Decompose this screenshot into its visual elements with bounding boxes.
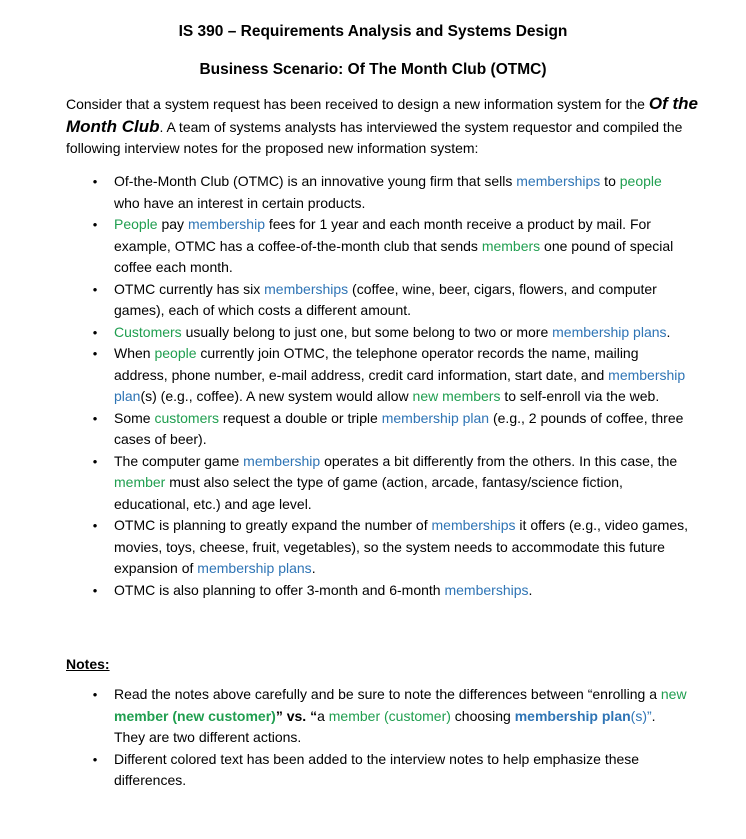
text-run: membership plan <box>114 366 686 404</box>
interview-note-item <box>0 515 690 580</box>
text-run: (s) (e.g., coffee). A new system would allow <box>140 388 413 404</box>
text-run: to self-enroll via the web. <box>500 388 660 404</box>
course-title: IS 390 – Requirements Analysis and Systems Design <box>178 23 568 40</box>
notes-item <box>0 749 690 792</box>
text-run: one pound of special coffee each month. <box>114 237 674 275</box>
text-run: (e.g., 2 pounds of coffee, three cases of beer). <box>114 409 684 447</box>
text-run: memberships <box>431 517 516 533</box>
text-run: OTMC currently has six <box>114 280 265 297</box>
scenario-title: Business Scenario: Of The Month Club (OTMC) <box>199 61 547 78</box>
interview-note-item <box>0 451 690 516</box>
text-run: new <box>660 686 687 702</box>
text-run: currently join OTMC, the telephone operator records the name, mailing address, phone number, e-mail address, credit card information, start date, and <box>114 345 639 383</box>
bullet-point-icon: • <box>92 217 98 232</box>
text-run: a <box>317 707 329 724</box>
text-run: When <box>114 345 155 361</box>
text-run: membership <box>187 216 265 232</box>
notes-item <box>0 684 690 749</box>
text-run: pay <box>157 216 188 232</box>
text-run: new members <box>412 388 501 404</box>
text-run: must also select the type of game (action, arcade, fantasy/science fiction, educational, etc.) and age level. <box>114 474 623 512</box>
text-run: . <box>528 581 533 598</box>
text-run: Read the notes above carefully and be sure to note the differences between “enrolling a <box>114 686 661 702</box>
intro-paragraph <box>66 93 706 160</box>
interview-note-item <box>0 279 690 322</box>
bullet-point-icon: • <box>92 453 98 469</box>
bullet-point-icon: • <box>92 687 98 702</box>
text-run: membership plans <box>197 560 312 576</box>
text-run: operates a bit differently from the others. In this case, the <box>320 452 678 469</box>
intro-text-before: Consider that a system request has been received to design a new information system for the <box>66 96 649 112</box>
bullet-point-icon: • <box>92 518 98 533</box>
text-run: membership plan <box>514 707 631 724</box>
text-run: OTMC is also planning to offer 3-month and 6-month <box>114 581 445 598</box>
interview-note-item <box>0 171 690 214</box>
text-run: customers <box>154 409 220 426</box>
text-run: member <box>114 474 166 490</box>
text-run: it offers (e.g., video games, movies, toys, cheese, fruit, vegetables), so the system needs to accommodate this future expansion of <box>114 517 689 576</box>
text-run: People <box>114 216 158 232</box>
text-run: member (customer) <box>328 707 451 724</box>
bullet-point-icon: • <box>92 324 98 340</box>
bullet-point-icon: • <box>92 346 98 361</box>
text-run: members <box>481 237 541 254</box>
interview-note-item <box>0 214 690 279</box>
interview-notes-list <box>0 171 746 601</box>
text-run: . <box>666 323 671 340</box>
text-run: fees for 1 year and each month receive a product by mail. For example, OTMC has a coffee-of-the-month club that sends <box>114 216 651 254</box>
text-run: people <box>154 345 197 361</box>
interview-note-item <box>0 322 690 344</box>
interview-note-item <box>0 580 690 602</box>
text-run: memberships <box>516 173 601 189</box>
interview-note-item <box>0 408 690 451</box>
text-run: Some <box>114 409 155 426</box>
text-run: OTMC is planning to greatly expand the number of <box>114 517 432 533</box>
text-run: memberships <box>444 581 529 598</box>
text-run: ” vs. “ <box>275 707 318 724</box>
text-run: . They are two different actions. <box>114 707 656 745</box>
bullet-point-icon: • <box>92 751 98 767</box>
text-run: request a double or triple <box>219 409 382 426</box>
text-run: people <box>619 173 662 189</box>
text-run: usually belong to just one, but some belong to two or more <box>181 323 553 340</box>
bullet-point-icon: • <box>92 281 98 297</box>
text-run: Customers <box>114 323 182 340</box>
text-run: . <box>311 560 316 576</box>
intro-text-after: . A team of systems analysts has interviewed the system requestor and compiled the following interview notes for the proposed new information system: <box>66 118 683 156</box>
text-run: membership plan <box>381 409 490 426</box>
text-run: memberships <box>264 280 349 297</box>
bullet-point-icon: • <box>92 410 98 426</box>
text-run: membership plans <box>552 323 667 340</box>
notes-label: Notes: <box>66 656 110 672</box>
text-run: (coffee, wine, beer, cigars, flowers, and computer games), each of which costs a different amount. <box>114 280 657 318</box>
text-run: Of-the-Month Club (OTMC) is an innovative young firm that sells <box>114 173 517 189</box>
text-run: choosing <box>450 707 515 724</box>
interview-note-item <box>0 343 690 408</box>
text-run: (s)” <box>630 707 652 724</box>
text-run: The computer game <box>114 452 244 469</box>
text-run: membership <box>243 452 321 469</box>
club-name: Of the Month Club <box>66 94 698 136</box>
text-run: to <box>600 173 620 189</box>
text-run: who have an interest in certain products. <box>114 194 366 211</box>
text-run: member (new customer) <box>114 707 276 724</box>
bullet-point-icon: • <box>92 582 98 598</box>
notes-list <box>0 684 746 792</box>
bullet-point-icon: • <box>92 174 98 189</box>
text-run: Different colored text has been added to the interview notes to help emphasize these differences. <box>114 750 640 788</box>
